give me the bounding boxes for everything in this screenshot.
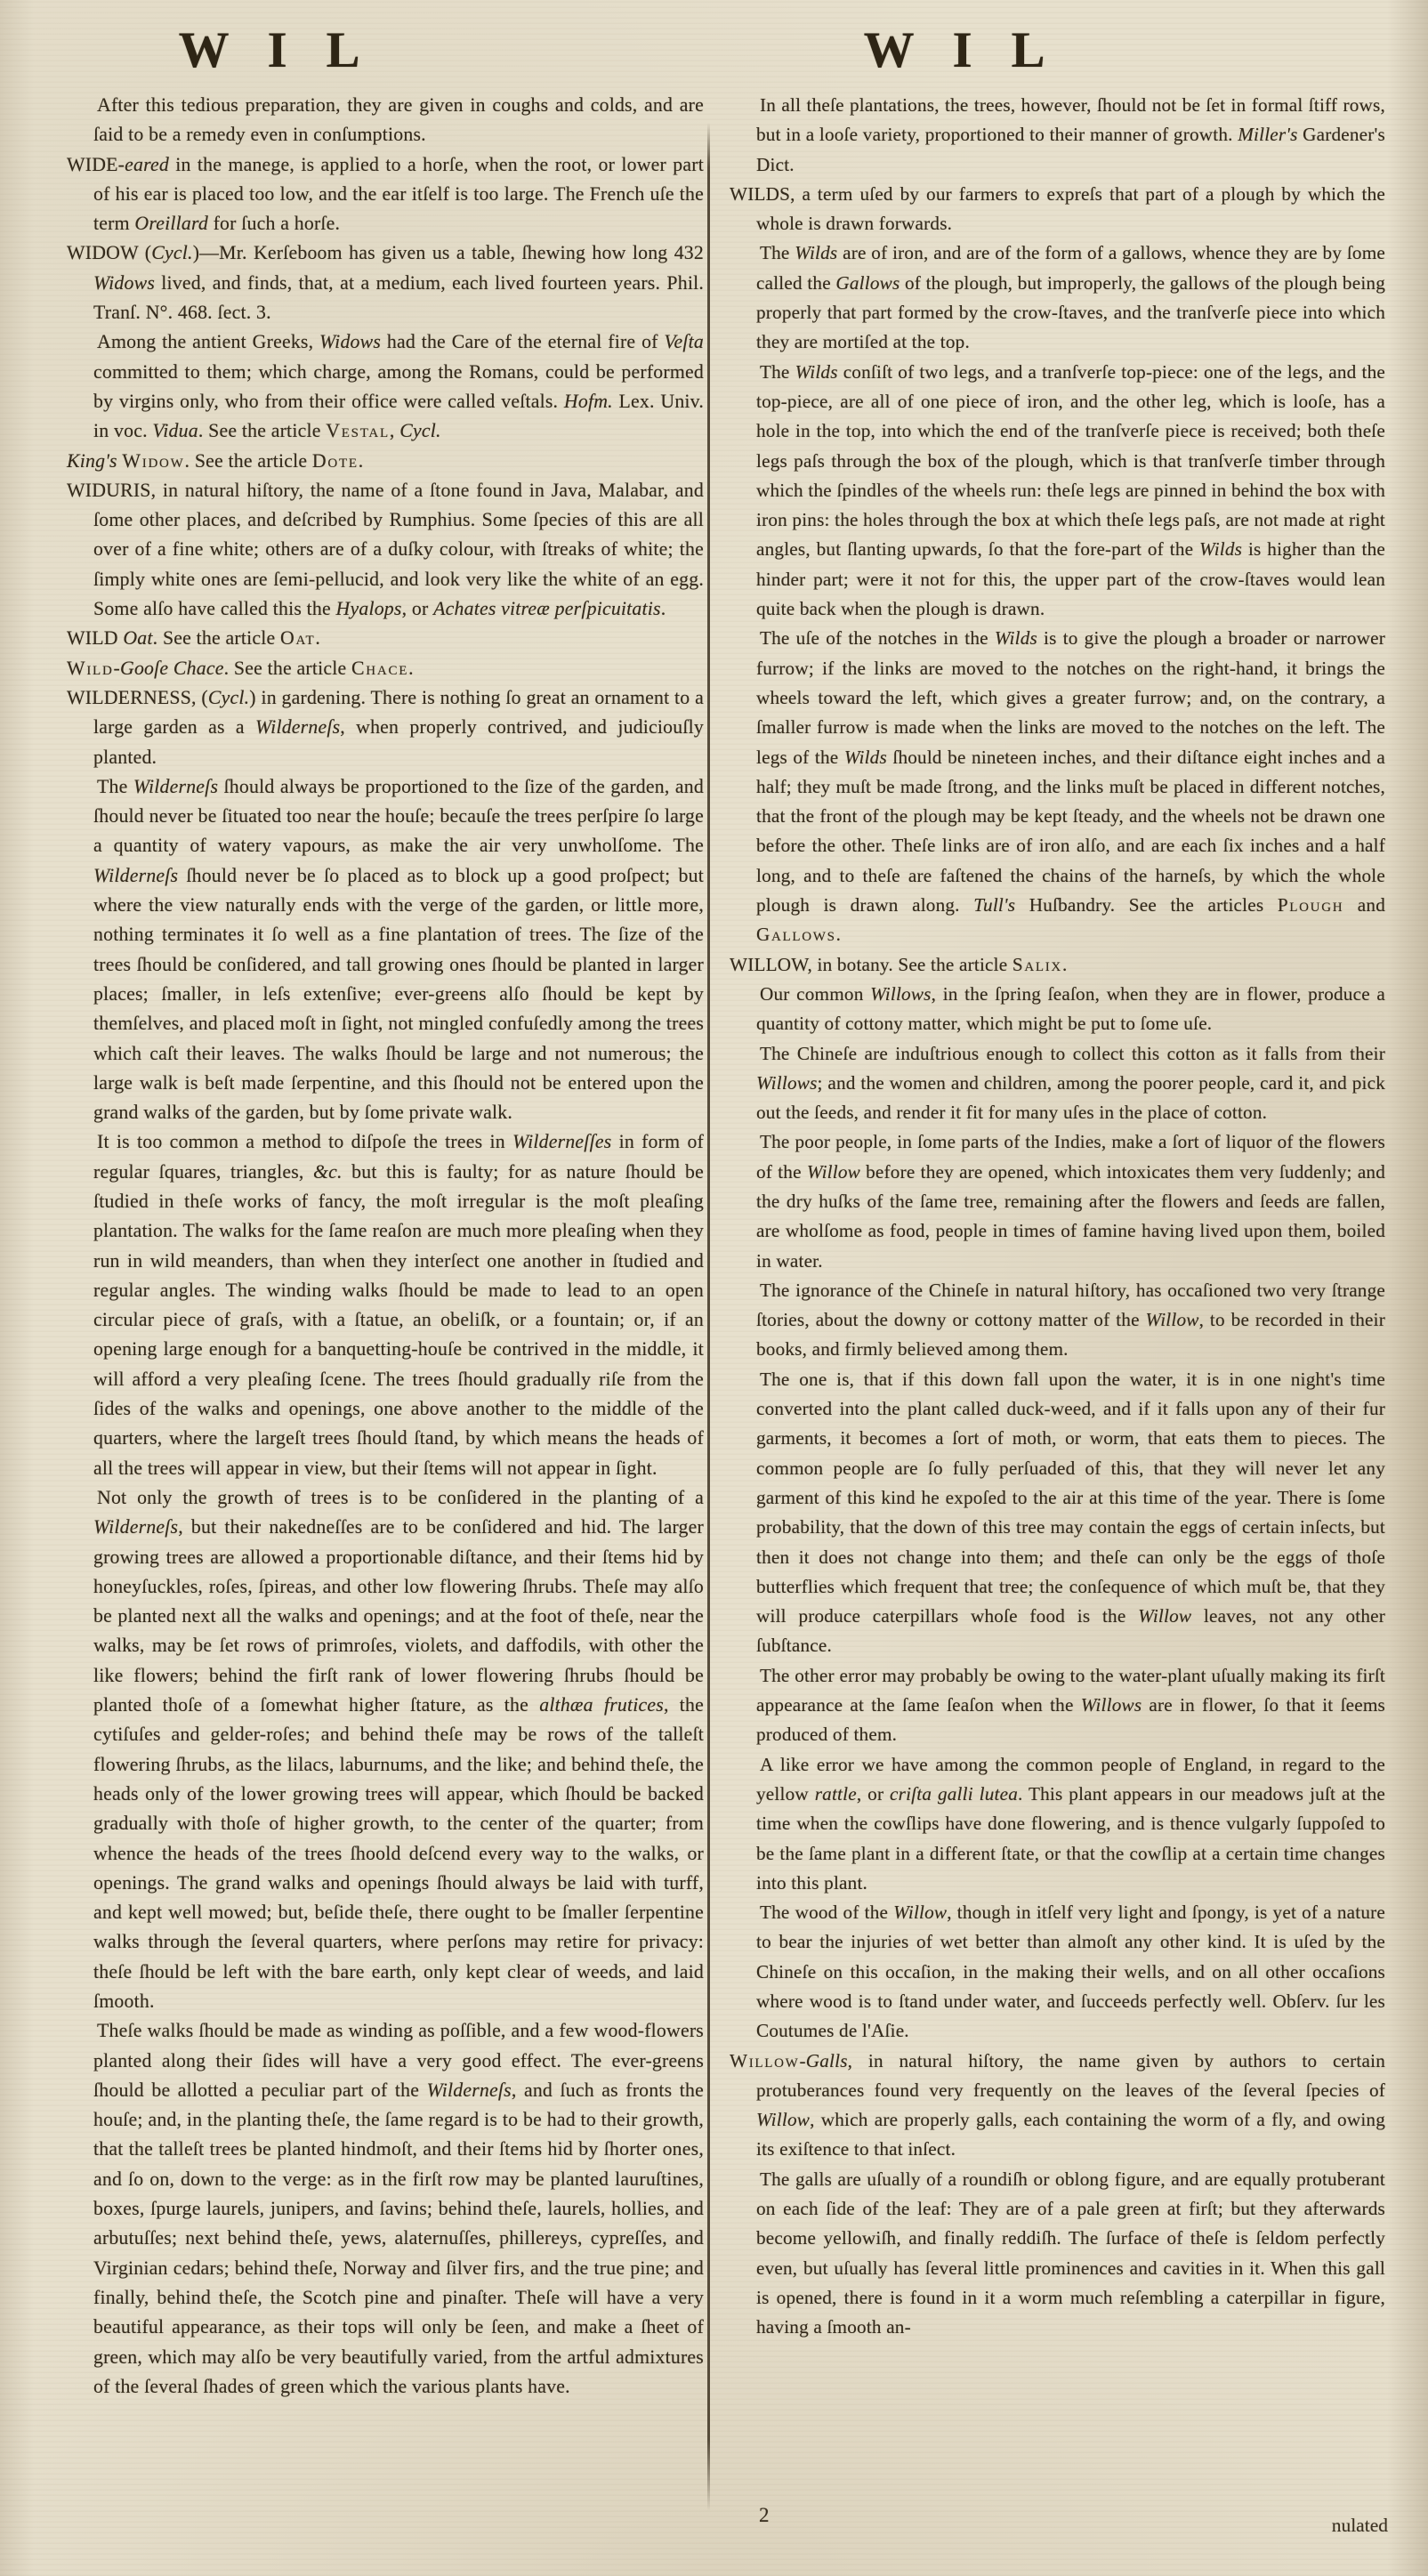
text-run: Willows — [1080, 1694, 1142, 1716]
text-run: Oat — [123, 627, 153, 650]
entry-paragraph — [67, 238, 704, 327]
text-run: Wilds — [843, 746, 887, 768]
text-run: Willows — [870, 982, 932, 1005]
text-run: ſhould never be ſo placed as to block up a good proſpect; but where the view naturally ends with the verge of the garden, or little more, nothing terminates it ſo well as a fine plantation of trees. The ſize of the trees ſhould be conſidered, and tall growing ones ſhould be planted in larger places; ſmaller, in leſs extenſive; ever-greens alſo ſhould be kept by themſelves, and placed moſt in ſight, not mingled confuſedly among the trees which caſt their leaves. The walks ſhould be large and not numerous; the large walk is beſt made ſerpentine, and this ſhould not be entered upon the grand walks of the garden, but by ſome private walk. — [93, 864, 704, 1124]
text-run: , — [389, 420, 400, 442]
continuation-paragraph — [67, 1483, 704, 2016]
text-run: , and ſuch as fronts the houſe; and, in the planting theſe, the ſame regard is to be had to their growth, that the talleſt trees be planted hindmoſt, and their ſtems hid by ſhorter ones, and ſo on, down to the verge: as in the firſt row may be planted lauruſtines, boxes, ſpurge laurels, junipers, and ſavins; behind theſe, laurels, hollies, and arbutuſſes; next behind theſe, yews, alaternuſſes, phillereys, cypreſſes, and Virginian cedars; behind theſe, Norway and ſilver firs, and the true pine; and finally, behind theſe, the Scotch pine and pinaſter. Theſe will have a very beautiful appearance, as their tops will only be ſeen, and make a ſheet of green, which may alſo be very beautifully varied, from the artful admixtures of the ſeveral ſhades of green which the various plants have. — [93, 2079, 704, 2397]
running-head-right: W I L — [863, 22, 1059, 78]
text-run: Theſe walks ſhould be made as winding as poſſible, and a few wood-flowers planted along their ſides will have a very good effect. The ever-greens ſhould be allotted a peculiar part of the — [93, 2020, 704, 2101]
text-run: After this tedious preparation, they are given in coughs and colds, and are ſaid to be a remedy even in conſumptions. — [93, 94, 704, 146]
continuation-paragraph — [730, 1039, 1385, 1128]
text-run: Willow — [756, 2109, 811, 2131]
text-run: Wilderneſs — [133, 775, 219, 797]
text-run: , though in itſelf very light and ſpongy, is yet of a nature to bear the injuries of wet better than almoſt any other kind. It is uſed by the Chineſe on this occaſion, in the making their wells, and on all other occaſions where wood is to ſtand under water, and ſucceeds perfectly well. Obſerv. ſur les Coutumes de l'Aſie. — [756, 1902, 1385, 2042]
text-run: . See the article — [184, 449, 312, 472]
text-run: of the plough, but improperly, the gallows of the plough being properly that part formed by the crow-ſtaves, and the tranſverſe piece into which they are mortiſed at the top. — [756, 271, 1385, 353]
continuation-paragraph — [67, 2016, 704, 2402]
text-run: The poor people, in ſome parts of the Indies, make a ſort of liquor of the flowers of the — [756, 1131, 1385, 1183]
text-run: in form of regular ſquares, triangles, — [93, 1131, 705, 1183]
text-run: Cycl. — [151, 242, 193, 264]
text-run: Widow — [122, 449, 185, 472]
text-run: Dote — [311, 449, 359, 472]
text-run: . — [660, 598, 666, 620]
entry-paragraph — [67, 150, 704, 239]
entry-paragraph — [67, 447, 704, 476]
text-run: WILDS, a term uſed by our farmers to expreſs that part of a plough by which the whole is drawn forwards. — [730, 182, 1385, 235]
catchword: nulated — [1331, 2515, 1388, 2536]
text-run: The — [760, 242, 795, 264]
text-run: Willow — [1145, 1309, 1199, 1331]
text-run: had the Care of the eternal fire of — [381, 331, 665, 353]
text-run: . — [1061, 953, 1068, 975]
entry-paragraph — [67, 654, 704, 683]
text-run: , which are properly galls, each containing the worm of a fly, and owing its exiſtence to that inſect. — [756, 2109, 1385, 2160]
continuation-paragraph — [67, 1127, 704, 1483]
text-run: A like error we have among the common people of England, in regard to the yellow — [756, 1753, 1385, 1805]
text-run: Willow — [730, 2049, 800, 2071]
text-run: It is too common a method to diſpoſe the trees in — [97, 1131, 513, 1153]
text-run: and — [1343, 894, 1385, 917]
text-run: for ſuch a horſe. — [207, 213, 341, 235]
text-run: Wilderneſs — [93, 1516, 179, 1538]
text-run: Wilderneſs — [93, 864, 179, 886]
text-run: ; and the women and children, among the poorer people, card it, and pick out the ſeeds, and render it fit for many uſes in the place of cotton. — [756, 1071, 1385, 1124]
text-run: are in flower, ſo that it ſeems produced of them. — [756, 1694, 1385, 1746]
text-run: . See the article — [152, 627, 281, 650]
text-run: Wilds — [994, 627, 1037, 650]
text-run: leaves, not any other ſubſtance. — [756, 1605, 1385, 1657]
text-run: Willow — [806, 1160, 860, 1183]
column-divider-rule — [707, 123, 710, 2511]
left-text-column — [67, 91, 704, 2402]
continuation-paragraph — [67, 91, 704, 150]
text-run: The other error may probably be owing to the water-plant uſually making its firſt appearance at the ſame ſeaſon when the — [756, 1664, 1385, 1716]
text-run: &c. — [313, 1160, 343, 1183]
text-run: ) in gardening. There is nothing ſo great an ornament to a large garden as a — [93, 686, 704, 739]
text-run: WILLOW, in botany. See the article — [730, 953, 1013, 975]
text-run: rattle — [814, 1782, 857, 1805]
text-run: Widows — [93, 271, 156, 294]
text-run: is to give the plough a broader or narrower furrow; if the links are moved to the notches on the right-hand, it brings the wheels toward the left, which gives a greater furrow; and, on the contrary, a ſmaller furrow is made when the links are moved to the notches on the left. The legs of the — [756, 627, 1385, 768]
text-run: Vidua — [152, 420, 198, 442]
text-run: Chace — [351, 657, 409, 679]
text-run: but this is faulty; for as nature ſhould be ſtudied in theſe works of fancy, the moſt irregular is the moſt pleaſing plantation. The walks for the ſame reaſon are much more pleaſing when they run in wild meanders, than when they interſect one another in ſtudied and regular angles. The winding walks ſhould be made to lead to an open circular piece of graſs, with a ſtatue, an obeliſk, or a fountain; or, if an opening large enough for a banquetting-houſe be contrived in the middle, it will afford a very pleaſing ſcene. The trees ſhould gradually riſe from the ſides of the walks and openings, one above another to the middle of the quarters, where the largeſt trees ſhould ſtand, by which means the heads of all the trees will appear in view, but their ſtems will not appear in ſight. — [93, 1160, 704, 1479]
continuation-paragraph — [730, 1898, 1385, 2046]
text-run: before they are opened, which intoxicates them very ſuddenly; and the dry huſks of the ſame tree, remaining after the flowers and ſeeds are fallen, are wholſome as food, people in times of famine having lived upon them, boiled in water. — [756, 1160, 1386, 1272]
text-run: WILDERNESS, ( — [67, 686, 208, 708]
text-run: The Chineſe are induſtrious enough to collect this cotton as it falls from their — [760, 1042, 1385, 1064]
running-head-left: W I L — [178, 22, 374, 78]
text-run: Cycl. — [399, 420, 441, 442]
text-run: ſhould always be proportioned to the ſize of the garden, and ſhould never be ſituated too near the houſe; becauſe the trees perſpire ſo large a quantity of watery vapours, as make the air very unwholſome. The — [93, 775, 704, 857]
text-run: Willow — [893, 1902, 948, 1924]
text-run: )—Mr. Kerſeboom has given us a table, ſhewing how long 432 — [192, 242, 705, 264]
text-run: The wood of the — [760, 1902, 894, 1924]
entry-paragraph — [67, 476, 704, 624]
text-run: The one is, that if this down fall upon the water, it is in one night's time converted into the plant called duck-weed, and if it falls upon any of their fur garments, it becomes a ſort of moth, or worm, that eats them to pieces. The common people are ſo fully perſuaded of this, that they will never let any garment of this kind he expoſed to the air at this time of the year. There is ſome probability, that the down of this tree may contain the eggs of certain inſects, but then it does not change into them; and theſe can only be the eggs of thoſe butterflies which frequent that tree; the conſequence of which muſt be, that they will produce caterpillars whoſe food is the — [756, 1368, 1385, 1627]
text-run: in the manege, is applied to a horſe, when the root, or lower part of his ear is placed too low, and the ear itſelf is too large. The French uſe the term — [93, 153, 704, 235]
text-run: Willows — [756, 1071, 818, 1094]
continuation-paragraph — [730, 91, 1385, 180]
text-run: Vestal — [326, 420, 390, 442]
text-run: Wilderneſs — [426, 2079, 512, 2101]
text-run: Oreillard — [134, 213, 208, 235]
text-run: Miller's — [1238, 124, 1298, 146]
continuation-paragraph — [730, 1127, 1385, 1275]
text-run: althæa frutices — [539, 1694, 664, 1716]
text-run: Cycl. — [207, 686, 250, 708]
text-run: In all theſe plantations, the trees, however, ſhould not be ſet in formal ſtiff rows, but in a looſe variety, proportioned to their manner of growth. — [756, 94, 1385, 146]
continuation-paragraph — [730, 2165, 1385, 2343]
text-run: Gardener's Dict. — [756, 124, 1385, 175]
signature-mark: 2 — [759, 2504, 770, 2526]
text-run: WIDURIS, in natural hiſtory, the name of a ſtone found in Java, Malabar, and ſome other places, and deſcribed by Rumphius. Some ſpecies of this are all over of a fine white; others are of a duſky colour, with ſtreaks of white; the ſimply white ones are ſemi-pellucid, and look very like the white of an egg. Some alſo have called this the — [67, 479, 704, 620]
continuation-paragraph — [730, 1750, 1385, 1898]
text-run: WILD — [67, 627, 124, 650]
continuation-paragraph — [730, 358, 1385, 625]
text-run: , when properly contrived, and judiciouſly planted. — [93, 716, 704, 768]
entry-paragraph — [730, 2047, 1385, 2165]
continuation-paragraph — [730, 1365, 1385, 1661]
text-run: Wilderneſs — [255, 716, 341, 739]
text-run: Wilderneſſes — [512, 1131, 612, 1153]
text-run: Gallows — [756, 924, 836, 946]
text-run: is higher than the hinder part; were it not for this, the upper part of the crow-ſtaves would lean quite back when the plough is drawn. — [756, 538, 1386, 620]
text-run: eared — [125, 153, 169, 175]
entry-paragraph — [67, 683, 704, 772]
entry-paragraph — [67, 624, 704, 653]
text-run: , in the ſpring ſeaſon, when they are in flower, produce a quantity of cottony matter, which might be put to ſome uſe. — [756, 982, 1385, 1035]
text-run: Widows — [319, 331, 382, 353]
text-run: WIDOW ( — [67, 242, 152, 264]
right-text-column — [730, 91, 1385, 2343]
text-run: , or — [401, 598, 434, 620]
text-run: The ignorance of the Chineſe in natural hiſtory, has occaſioned two very ſtrange ſtories, about the downy or cottony matter of the — [756, 1279, 1385, 1331]
text-run: Huſbandry. See the articles — [1015, 894, 1278, 917]
text-run: . — [835, 924, 842, 946]
text-run: criſta galli lutea — [890, 1782, 1019, 1805]
text-run: , in natural hiſtory, the name given by authors to certain protuberances found very frequently on the leaves of the ſeveral ſpecies of — [756, 2049, 1385, 2101]
text-run: Among the antient Greeks, — [97, 331, 320, 353]
text-run: Our common — [760, 982, 871, 1005]
continuation-paragraph — [730, 980, 1385, 1039]
text-run: Gallows — [835, 271, 900, 294]
entry-paragraph — [730, 950, 1385, 980]
text-run: WIDE- — [67, 153, 125, 175]
text-run: , but their nakedneſſes are to be conſidered and hid. The larger growing trees are allowed a proportionable diſtance, and their ſtems hid by honeyſuckles, roſes, ſpireas, and other low flowering ſhrubs. Theſe may alſo be planted next all the walks and openings; and at the foot of theſe, near the walks, may be ſet rows of primroſes, violets, and daffodils, with other the like flowers; behind the firſt rank of lower flowering ſhrubs ſhould be planted thoſe of a ſomewhat higher ſtature, as the — [93, 1516, 704, 1716]
text-run: Not only the growth of trees is to be conſidered in the planting of a — [97, 1486, 704, 1508]
text-run: Lex. Univ. in voc. — [93, 390, 705, 442]
text-run: . — [408, 657, 414, 679]
text-run: committed to them; which charge, among the Romans, could be performed by virgins only, who from their office were called veſtals. — [93, 360, 704, 412]
text-run: Tull's — [973, 894, 1016, 917]
text-run: . — [315, 627, 321, 650]
continuation-paragraph — [67, 772, 704, 1128]
text-run: . See the article — [198, 420, 327, 442]
text-run: Willow — [1138, 1605, 1192, 1627]
text-run: The galls are uſually of a roundiſh or oblong figure, and are equally protuberant on each ſide of the leaf: They are of a pale green at firſt; but they afterwards become yellowiſh, and finally reddiſh. The ſurface of theſe is ſeldom perfectly even, but uſually has ſeveral little prominences and cavities in it. When this gall is opened, there is found in it a worm much reſembling a caterpillar in figure, having a ſmooth an- — [756, 2168, 1385, 2338]
continuation-paragraph — [730, 1276, 1385, 1365]
text-run: Plough — [1277, 894, 1344, 917]
continuation-paragraph — [730, 238, 1385, 357]
text-run: Wilds — [795, 242, 838, 264]
entry-paragraph — [730, 180, 1385, 239]
text-run: ſhould be nineteen inches, and their diſtance eight inches and a half; they muſt be made ſtrong, and the links muſt be placed in different notches, that the front of the plough may be kept ſteady, and the wheels not be drawn one before the other. Theſe links are of iron alſo, and are each ſix inches and a half long, and to theſe are faſtened the chains of the harneſs, by which the whole plough is drawn along. — [756, 746, 1385, 917]
continuation-paragraph — [67, 327, 704, 446]
text-run: -Galls — [799, 2049, 848, 2071]
text-run: The uſe of the notches in the — [760, 627, 995, 650]
text-run: . This plant appears in our meadows juſt at the time when the cowſlips have done flowering, and is thence vulgarly ſuppoſed to be the ſame plant in a different ſtate, or that the cowſlip at a certain time changes into this plant. — [756, 1782, 1385, 1894]
text-run: The — [97, 775, 133, 797]
text-run: , the cytiſuſes and gelder-roſes; and behind theſe may be rows of the talleſt flowering ſhrubs, as the lilacs, laburnums, and the like; and behind theſe, the heads only of the lower growing trees will appear, which ſhould be backed gradually with thoſe of higher growth, to the center of the quarter; from whence the heads of the trees ſhoold deſcend every way to the walks, or openings. The grand walks and openings ſhould always be laid with turff, and kept well mowed; but, beſide theſe, there ought to be ſmaller ſerpentine walks through the ſeveral quarters, where perſons may retire for privacy: theſe ſhould be left with the bare earth, only kept clear of weeds, and laid ſmooth. — [93, 1694, 705, 2012]
text-run: Achates vitreæ perſpicuitatis — [433, 598, 661, 620]
text-run: Wild — [67, 657, 114, 679]
text-run: , to be recorded in their books, and firmly believed among them. — [756, 1309, 1385, 1361]
text-run: King's — [67, 449, 123, 472]
text-run: . See the article — [223, 657, 352, 679]
continuation-paragraph — [730, 624, 1385, 949]
text-run: lived, and finds, that, at a medium, each lived fourteen years. Phil. Tranſ. N°. 468. ſect. 3. — [93, 271, 704, 324]
text-run: Wilds — [1199, 538, 1243, 561]
continuation-paragraph — [730, 1661, 1385, 1750]
text-run: Veſta — [664, 331, 704, 353]
text-run: Hofm. — [563, 390, 613, 412]
text-run: conſiſt of two legs, and a tranſverſe top-piece: one of the legs, and the top-piece, are all of one piece of iron, and the other leg, which is looſe, has a hole in the top, into which the end of the tranſverſe piece is received; both theſe legs paſs through the box of the plough, which is that tranſverſe timber through which the ſpindles of the wheels run: theſe legs are pinned in behind the box with iron pins: the holes through the box at which theſe legs paſs, are not made at right angles, but ſlanting upwards, ſo that the fore-part of the — [756, 360, 1385, 561]
text-run: are of iron, and are of the form of a gallows, whence they are by ſome called the — [756, 242, 1385, 294]
text-run: -Gooſe Chace — [113, 657, 224, 679]
text-run: Oat — [280, 627, 316, 650]
text-run: Salix — [1012, 953, 1062, 975]
text-run: The — [760, 360, 795, 383]
text-run: , or — [856, 1782, 891, 1805]
text-run: Wilds — [795, 360, 838, 383]
text-run: . — [358, 449, 364, 472]
text-run: Hyalops — [335, 598, 402, 620]
